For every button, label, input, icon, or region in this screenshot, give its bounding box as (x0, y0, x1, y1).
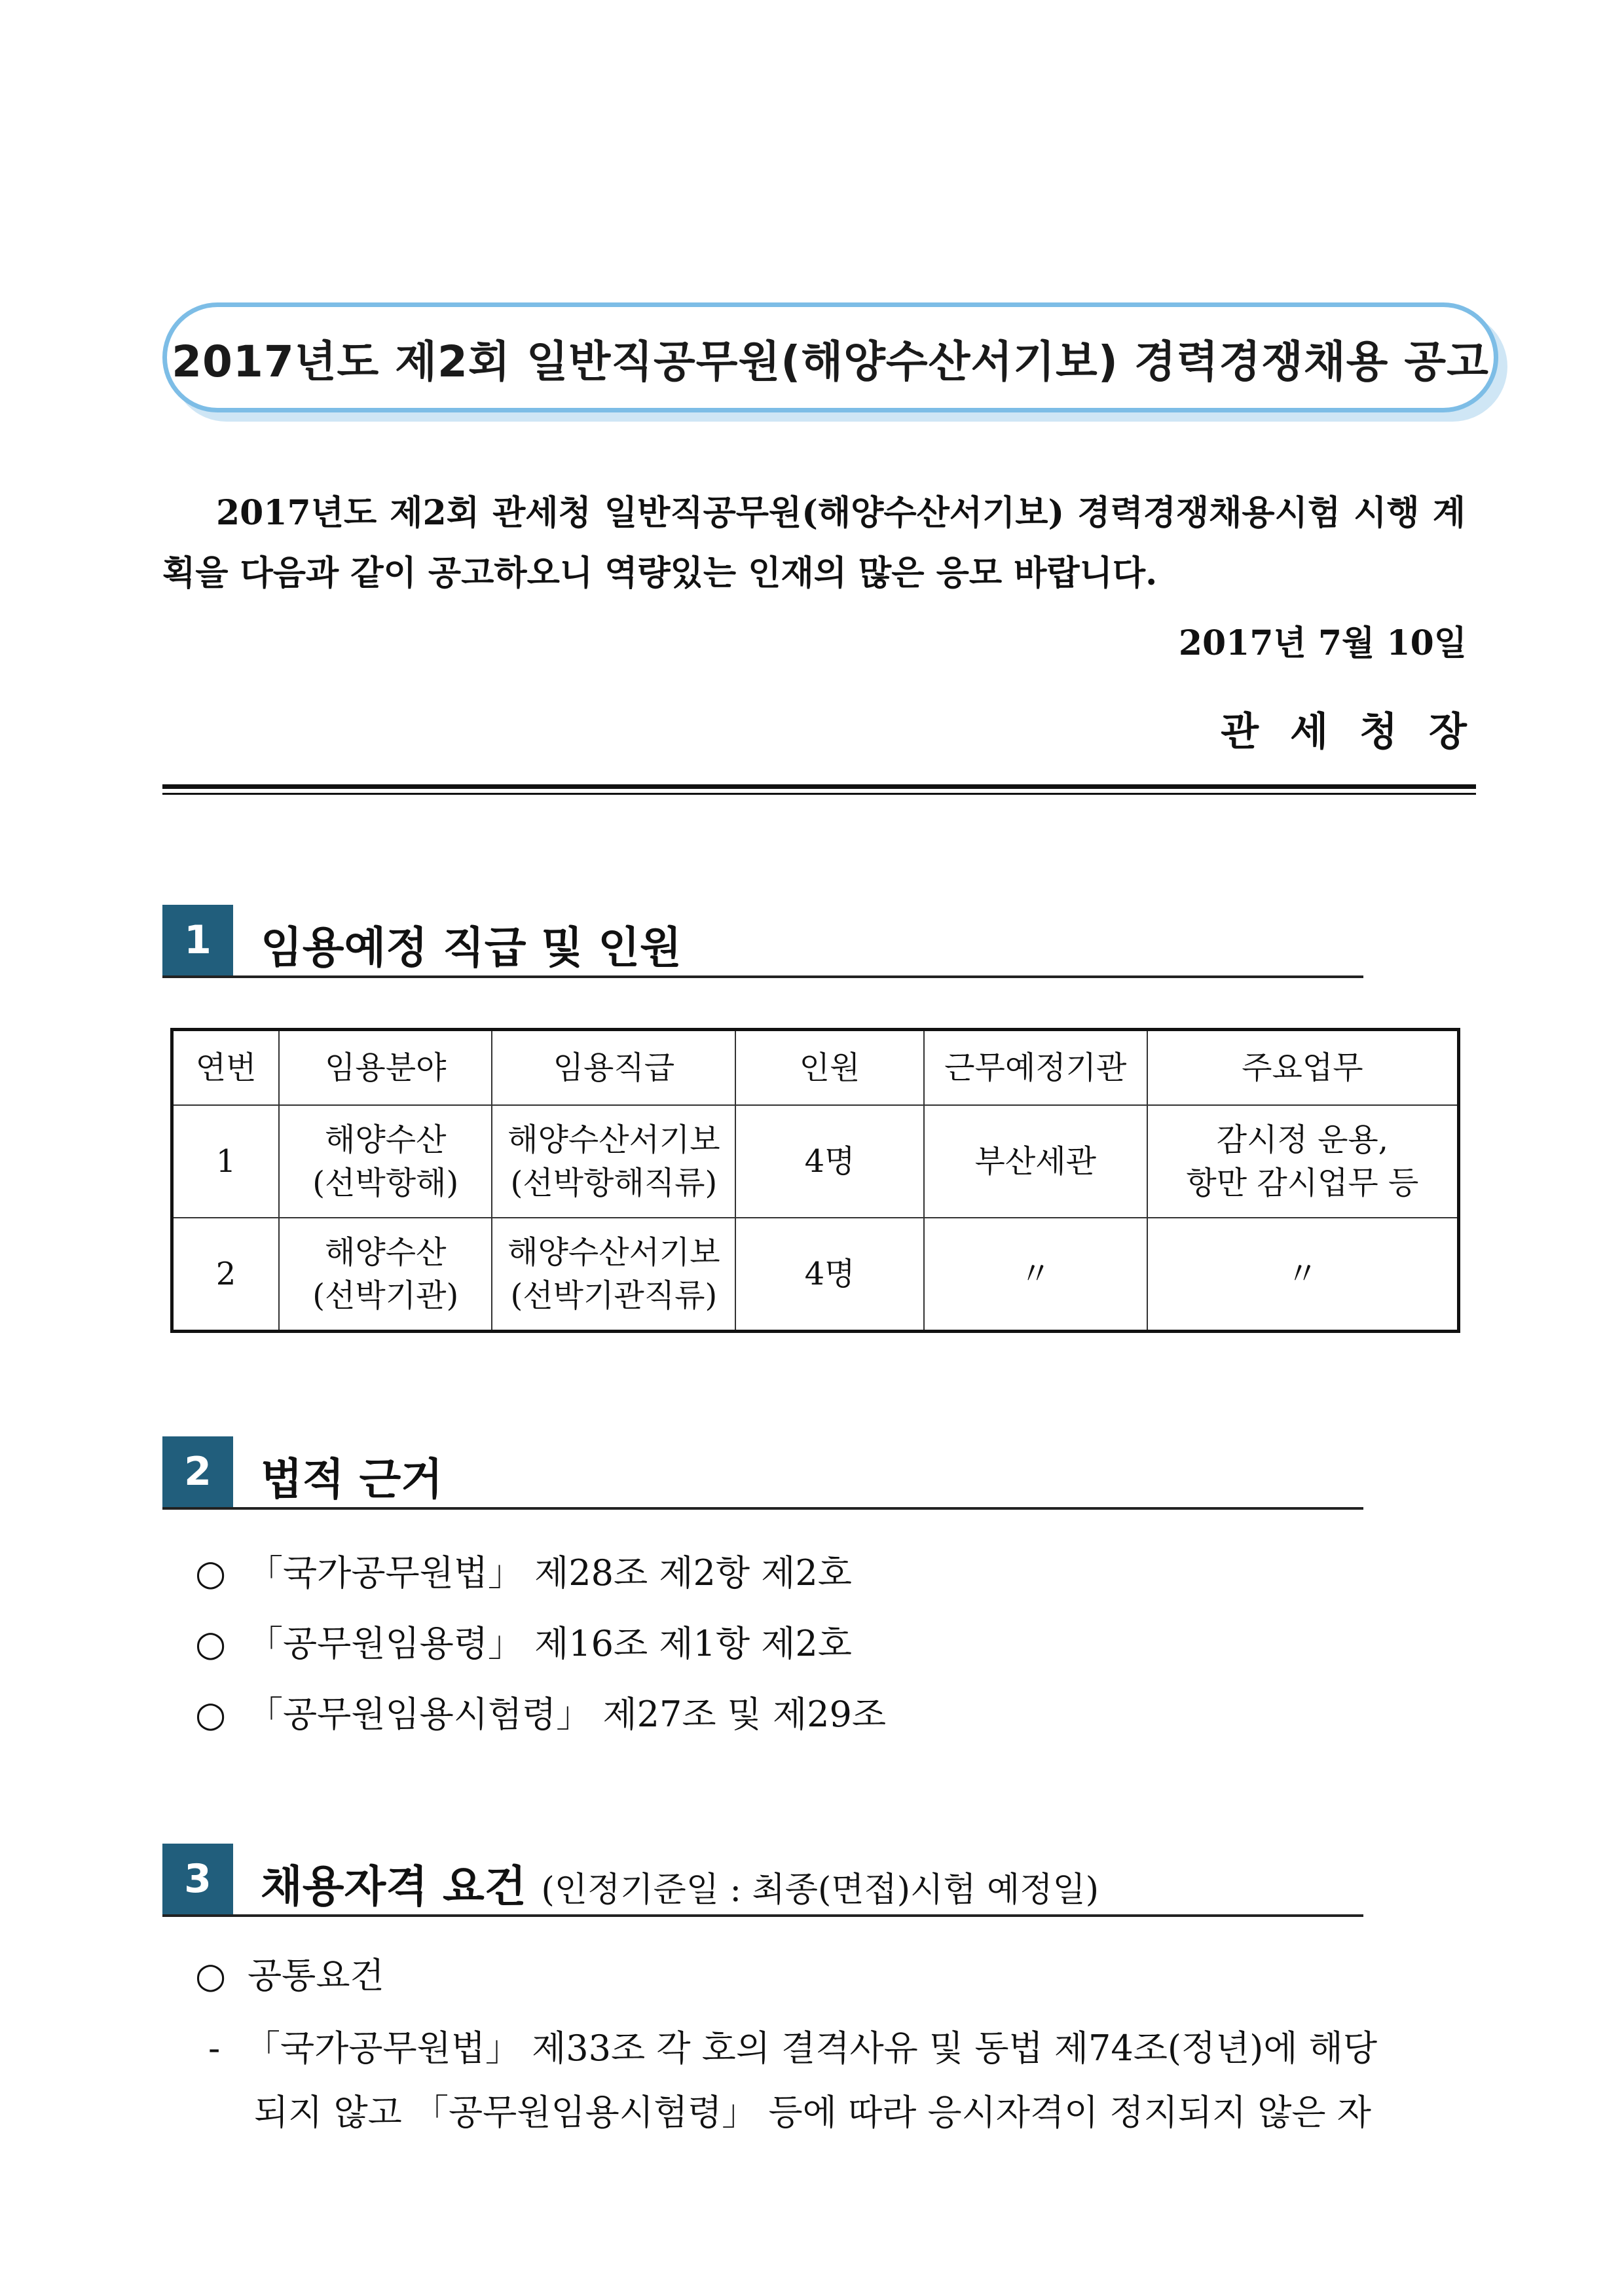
requirement-text: 「국가공무원법」 제33조 각 호의 결격사유 및 동법 제74조(정년)에 해당 (245, 2028, 1377, 2069)
section-title (261, 1851, 1099, 1914)
cell-no: 1 (172, 1105, 280, 1218)
divider-thick (162, 784, 1476, 789)
requirement-line (208, 2020, 1459, 2071)
section-title: 임용예정 직급 및 인원 (261, 922, 682, 973)
cell-grade (492, 1105, 735, 1218)
cell-count: 4명 (735, 1105, 923, 1218)
col-header-grade: 임용직급 (492, 1030, 735, 1106)
section-number: 3 (162, 1844, 233, 1914)
signer: 관세청장 (1221, 709, 1498, 755)
cell-duty: 〃 (1147, 1218, 1459, 1332)
requirement-heading (195, 1948, 384, 1998)
cell-field-line: (선박기관) (312, 1277, 459, 1314)
cell-office: 부산세관 (924, 1105, 1147, 1218)
col-header-no: 연번 (172, 1030, 280, 1106)
cell-field-line: 해양수산 (325, 1121, 447, 1158)
col-header-office: 근무예정기관 (924, 1030, 1147, 1106)
circle-bullet-icon: ○ (195, 1552, 227, 1594)
section-title: 법적 근거 (261, 1454, 443, 1504)
circle-bullet-icon: ○ (195, 1955, 227, 1996)
cell-count: 4명 (735, 1218, 923, 1332)
cell-grade-line: (선박항해직류) (510, 1165, 718, 1201)
section-2-header (162, 1436, 1363, 1510)
col-header-duty: 주요업무 (1147, 1030, 1459, 1106)
table-row (172, 1105, 1459, 1218)
cell-no: 2 (172, 1218, 280, 1332)
requirement-text: 되지 않고 「공무원임용시험령」 등에 따라 응시자격이 정지되지 않은 자 (254, 2092, 1371, 2133)
cell-duty (1147, 1105, 1459, 1218)
col-header-field: 임용분야 (279, 1030, 492, 1106)
intro-paragraph: 2017년도 제2회 관세청 일반직공무원(해양수산서기보) 경력경쟁채용시험 시행 계획을 다음과 같이 공고하오니 역량있는 인재의 많은 응모 바랍니다. (162, 493, 1466, 593)
cell-grade-line: 해양수산서기보 (507, 1234, 720, 1271)
divider-thin (162, 793, 1476, 795)
section-number: 1 (162, 905, 233, 975)
section-title-text: 채용자격 요건 (261, 1861, 526, 1912)
section-1-header (162, 905, 1363, 978)
section-note: (인정기준일 : 최종(면접)시험 예정일) (541, 1870, 1099, 1910)
cell-grade-line: 해양수산서기보 (507, 1121, 720, 1158)
section-3-header (162, 1844, 1363, 1917)
legal-basis-item (195, 1616, 852, 1666)
col-header-count: 인원 (735, 1030, 923, 1106)
legal-basis-text: 「국가공무원법」 제28조 제2항 제2호 (248, 1552, 852, 1594)
positions-table (170, 1028, 1460, 1333)
cell-office: 〃 (924, 1218, 1147, 1332)
cell-duty-line: 항만 감시업무 등 (1186, 1165, 1419, 1201)
dash-bullet: - (208, 2028, 221, 2069)
cell-field-line: 해양수산 (325, 1234, 447, 1271)
legal-basis-text: 「공무원임용령」 제16조 제1항 제2호 (248, 1623, 852, 1664)
cell-field (279, 1218, 492, 1332)
requirement-line (254, 2085, 1466, 2135)
cell-duty-line: 감시정 운용, (1216, 1121, 1389, 1158)
circle-bullet-icon: ○ (195, 1694, 227, 1735)
legal-basis-item (195, 1545, 852, 1595)
cell-grade (492, 1218, 735, 1332)
cell-field (279, 1105, 492, 1218)
requirement-heading-text: 공통요건 (248, 1955, 384, 1996)
notice-title-box (162, 302, 1498, 412)
legal-basis-item (195, 1686, 886, 1737)
notice-title: 2017년도 제2회 일반직공무원(해양수산서기보) 경력경쟁채용 공고 (172, 336, 1489, 387)
circle-bullet-icon: ○ (195, 1623, 227, 1664)
section-number: 2 (162, 1436, 233, 1507)
cell-grade-line: (선박기관직류) (510, 1277, 718, 1314)
cell-field-line: (선박항해) (312, 1165, 459, 1201)
legal-basis-text: 「공무원임용시험령」 제27조 및 제29조 (248, 1694, 887, 1735)
table-row (172, 1218, 1459, 1332)
notice-date: 2017년 7월 10일 (1178, 623, 1467, 663)
table-header-row (172, 1030, 1459, 1106)
